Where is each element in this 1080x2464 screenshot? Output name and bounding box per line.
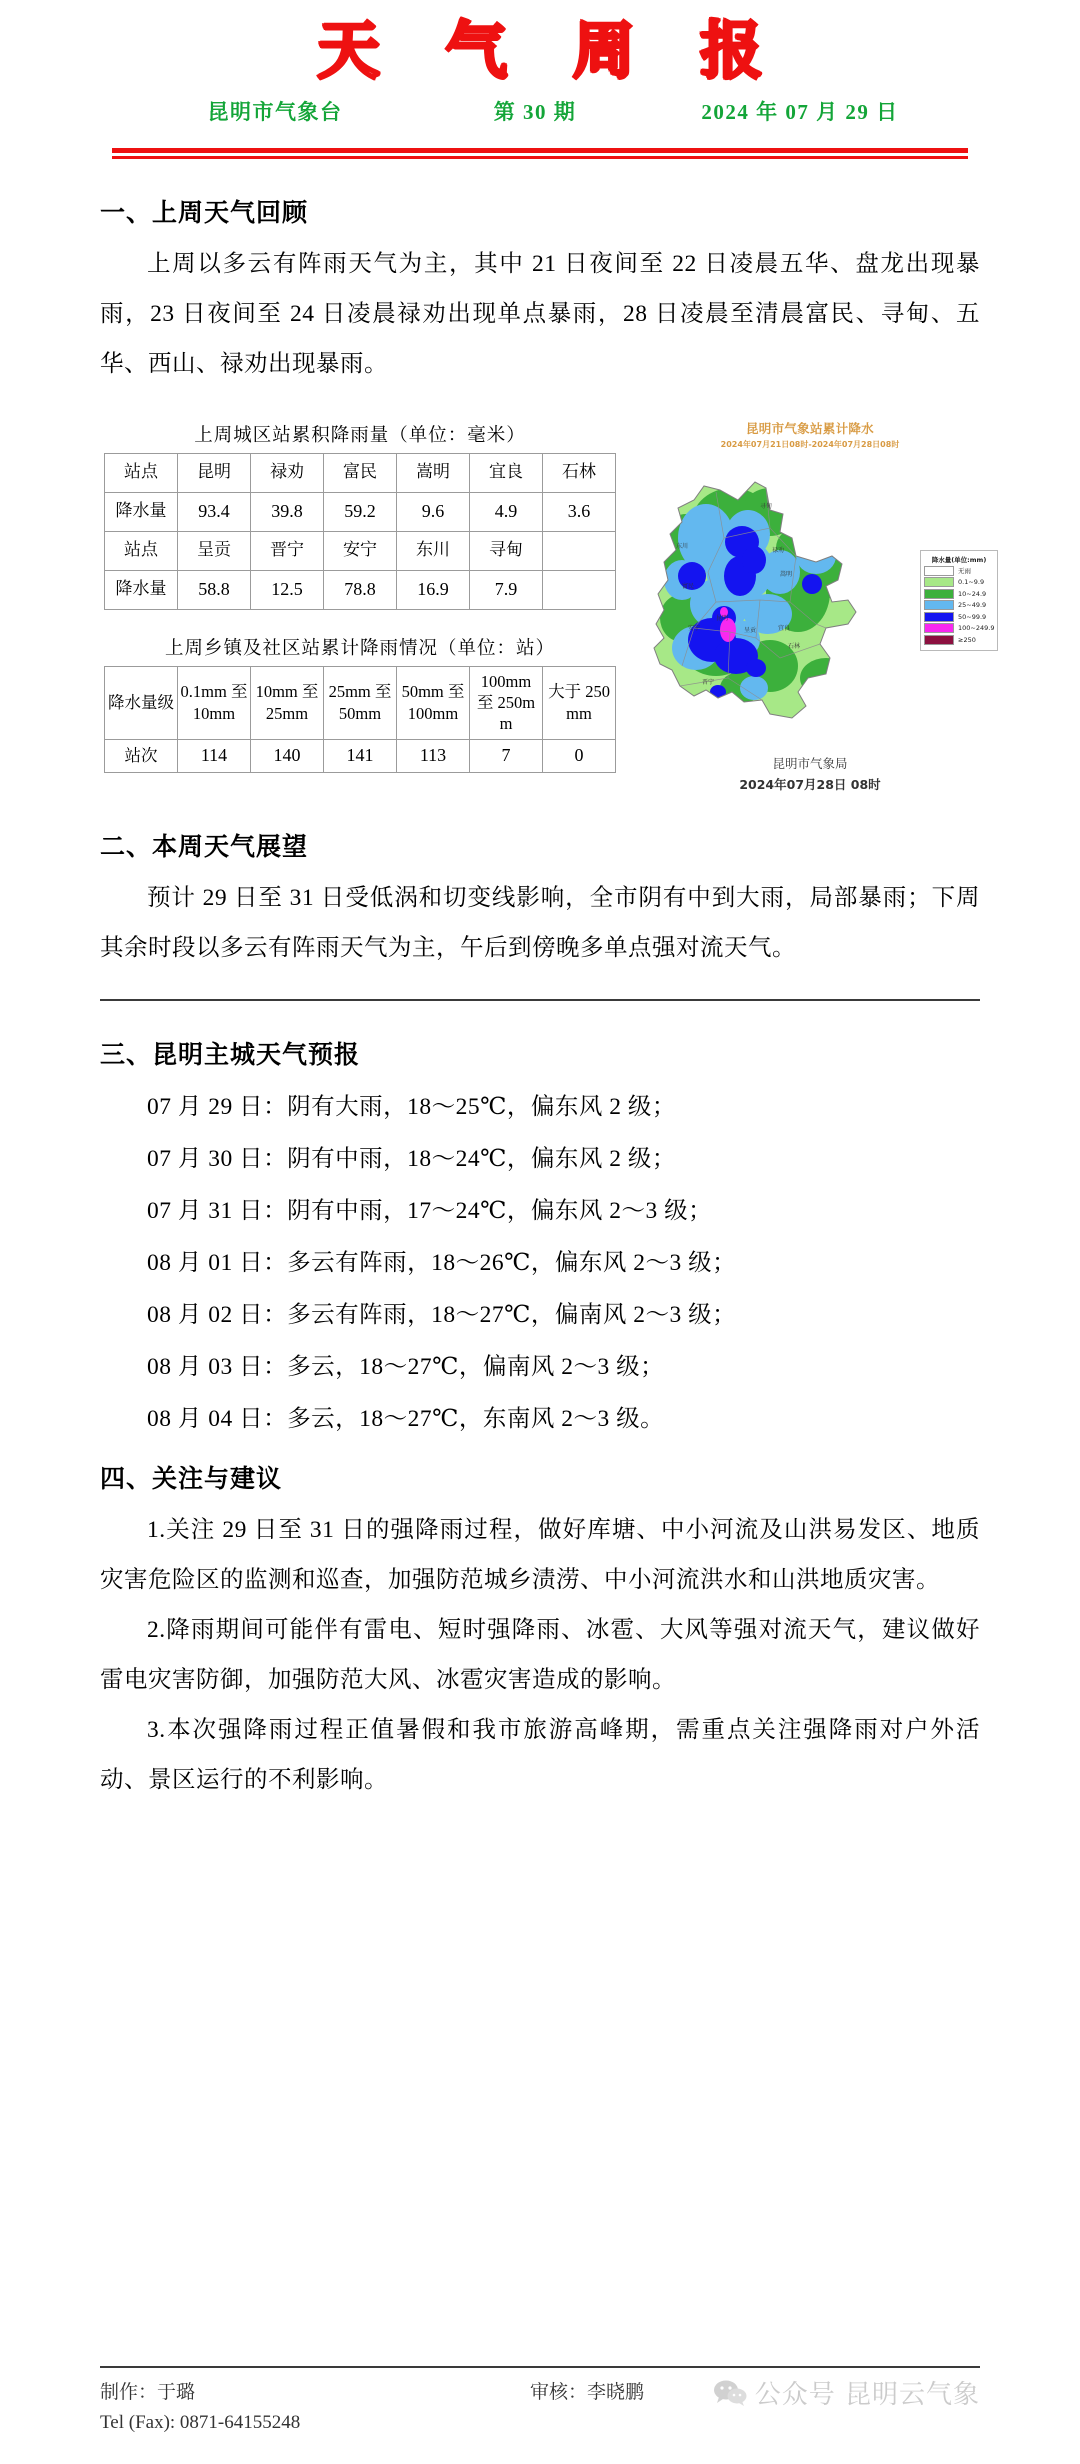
station-name: 嵩明 bbox=[397, 453, 470, 492]
footer-divider bbox=[100, 2366, 980, 2368]
wechat-icon bbox=[713, 2380, 747, 2406]
rainfall-map bbox=[620, 419, 1000, 793]
legend-label: 无雨 bbox=[958, 567, 971, 575]
rain-level-category: 0.1mm 至 10mm bbox=[178, 666, 251, 739]
legend-swatch bbox=[924, 635, 954, 645]
section-heading-review: 一、上周天气回顾 bbox=[100, 197, 309, 227]
map-label-fumin: 富民 bbox=[682, 582, 695, 590]
legend-label: 25~49.9 bbox=[958, 601, 987, 609]
section-body-review: 上周以多云有阵雨天气为主，其中 21 日夜间至 22 日凌晨五华、盘龙出现暴雨，23 日夜间至 24 日凌晨禄劝出现单点暴雨，28 日凌晨至清晨富民、寻甸、五华、西山、禄劝出现暴雨。 bbox=[100, 250, 980, 377]
rainfall-value: 78.8 bbox=[324, 570, 397, 609]
advice-item-2: 2.降雨期间可能伴有雷电、短时强降雨、冰雹、大风等强对流天气，建议做好雷电灾害防御，加强防范大风、冰雹灾害造成的影响。 bbox=[100, 1616, 980, 1693]
list-item: 07 月 30 日：阴有中雨，18～24℃，偏东风 2 级； bbox=[147, 1145, 676, 1172]
map-label-shilin: 石林 bbox=[788, 642, 801, 650]
table-row bbox=[105, 666, 616, 739]
table-row bbox=[105, 531, 616, 570]
advice-item-3: 3.本次强降雨过程正值暑假和我市旅游高峰期，需重点关注强降雨对户外活动、景区运行的不利影响。 bbox=[100, 1716, 980, 1793]
rain-level-category: 25mm 至 50mm bbox=[324, 666, 397, 739]
city-station-rainfall-table bbox=[104, 453, 616, 610]
page-title: 天 气 周 报 bbox=[317, 14, 785, 87]
station-count-value: 141 bbox=[324, 739, 397, 772]
station-count-value: 114 bbox=[178, 739, 251, 772]
footer-reviewer: 审核：李晓鹏 bbox=[530, 2382, 645, 2403]
legend-item bbox=[924, 589, 994, 599]
map-label-yiliang: 宜良 bbox=[778, 624, 791, 632]
rain-level-category: 10mm 至 25mm bbox=[251, 666, 324, 739]
station-name: 呈贡 bbox=[178, 531, 251, 570]
legend-label: ≥250 bbox=[958, 635, 976, 644]
map-label-chenggong: 呈贡 bbox=[744, 626, 757, 634]
wechat-watermark bbox=[713, 2374, 980, 2411]
legend-item bbox=[924, 612, 994, 622]
station-name: 富民 bbox=[324, 453, 397, 492]
section-body-outlook: 预计 29 日至 31 日受低涡和切变线影响，全市阴有中到大雨，局部暴雨；下周其余时段以多云有阵雨天气为主，午后到傍晚多单点强对流天气。 bbox=[100, 884, 980, 961]
rainfall-value: 16.9 bbox=[397, 570, 470, 609]
legend-item bbox=[924, 577, 994, 587]
legend-label: 10~24.9 bbox=[958, 589, 987, 598]
row-header-station: 站点 bbox=[105, 453, 178, 492]
station-name: 石林 bbox=[543, 453, 616, 492]
issue-date: 2024 年 07 月 29 日 bbox=[701, 99, 899, 124]
list-item: 08 月 02 日：多云有阵雨，18～27℃，偏南风 2～3 级； bbox=[147, 1301, 737, 1328]
map-canvas bbox=[620, 452, 1000, 752]
map-label-songming: 嵩明 bbox=[780, 570, 793, 578]
station-count-value: 140 bbox=[251, 739, 324, 772]
station-count-value: 113 bbox=[397, 739, 470, 772]
legend-item bbox=[924, 635, 994, 645]
township-rainfall-level-table bbox=[104, 666, 616, 773]
divider-line-thin bbox=[112, 156, 968, 159]
table-row bbox=[105, 453, 616, 492]
issue-number: 第 30 期 bbox=[493, 99, 577, 124]
row-header-rain-level: 降水量级 bbox=[105, 666, 178, 739]
station-name: 晋宁 bbox=[251, 531, 324, 570]
table-caption-city-rainfall: 上周城区站累积降雨量（单位：毫米） bbox=[194, 425, 526, 446]
map-title: 昆明市气象站累计降水 bbox=[745, 420, 874, 436]
station-name: 东川 bbox=[397, 531, 470, 570]
rainfall-value: 59.2 bbox=[324, 492, 397, 531]
rainfall-value: 58.8 bbox=[178, 570, 251, 609]
wechat-glyph bbox=[713, 2380, 747, 2406]
list-item: 08 月 03 日：多云，18～27℃，偏南风 2～3 级； bbox=[147, 1353, 665, 1380]
row-header-precipitation: 降水量 bbox=[105, 570, 178, 609]
rainfall-map-column bbox=[620, 415, 1000, 793]
section-divider bbox=[100, 999, 980, 1001]
map-label-luquan: 禄劝 bbox=[772, 546, 785, 554]
rain-level-category: 大于 250mm bbox=[543, 666, 616, 739]
watermark-text: 公众号 昆明云气象 bbox=[754, 2380, 980, 2410]
masthead-subline bbox=[0, 96, 1080, 126]
list-item: 07 月 29 日：阴有大雨，18～25℃，偏东风 2 级； bbox=[147, 1093, 676, 1120]
legend-item bbox=[924, 600, 994, 610]
masthead-divider bbox=[112, 148, 968, 159]
map-label-xundian: 寻甸 bbox=[760, 502, 773, 510]
legend-item bbox=[924, 623, 994, 633]
legend-swatch bbox=[924, 589, 954, 599]
station-name: 安宁 bbox=[324, 531, 397, 570]
legend-title: 降水量(单位:mm) bbox=[931, 555, 987, 564]
legend-swatch bbox=[924, 612, 954, 622]
row-header-station-count: 站次 bbox=[105, 739, 178, 772]
list-item: 08 月 04 日：多云，18～27℃，东南风 2～3 级。 bbox=[147, 1405, 665, 1432]
legend-swatch bbox=[924, 577, 954, 587]
legend-label: 0.1~9.9 bbox=[958, 578, 985, 586]
footer-contact bbox=[100, 2378, 300, 2438]
list-item: 07 月 31 日：阴有中雨，17～24℃，偏东风 2～3 级； bbox=[147, 1197, 713, 1224]
footer-producer: 制作：于璐 bbox=[100, 2382, 196, 2403]
rainfall-tables-column bbox=[100, 415, 620, 773]
map-subtitle: 2024年07月21日08时-2024年07月28日08时 bbox=[720, 439, 900, 449]
map-label-anning: 安宁 bbox=[688, 624, 701, 632]
rainfall-value: 12.5 bbox=[251, 570, 324, 609]
section-heading-advice: 四、关注与建议 bbox=[100, 1463, 283, 1493]
station-name: 禄劝 bbox=[251, 453, 324, 492]
list-item: 08 月 01 日：多云有阵雨，18～26℃，偏东风 2～3 级； bbox=[147, 1249, 737, 1276]
station-count-value: 7 bbox=[470, 739, 543, 772]
legend-swatch bbox=[924, 623, 954, 633]
rainfall-value: 7.9 bbox=[470, 570, 543, 609]
legend-swatch bbox=[924, 600, 954, 610]
map-label-jinning: 晋宁 bbox=[702, 678, 715, 686]
masthead bbox=[0, 0, 1080, 159]
legend-label: 50~99.9 bbox=[958, 612, 987, 621]
row-header-precipitation: 降水量 bbox=[105, 492, 178, 531]
map-footer-org: 昆明市气象局 bbox=[772, 755, 848, 771]
map-legend bbox=[920, 550, 998, 652]
station-count-value: 0 bbox=[543, 739, 616, 772]
section-heading-outlook: 二、本周天气展望 bbox=[100, 831, 309, 861]
station-name: 宜良 bbox=[470, 453, 543, 492]
table-row bbox=[105, 492, 616, 531]
rainfall-value: 9.6 bbox=[397, 492, 470, 531]
footer-telephone: Tel (Fax): 0871-64155248 bbox=[100, 2412, 301, 2433]
map-footer-time: 2024年07月28日 08时 bbox=[739, 776, 881, 792]
legend-label: 100~249.9 bbox=[958, 624, 995, 632]
map-label-dongchuan: 东川 bbox=[676, 542, 689, 550]
rain-level-category: 100mm 至 250mm bbox=[470, 666, 543, 739]
rain-level-category: 50mm 至 100mm bbox=[397, 666, 470, 739]
footer-columns bbox=[100, 2378, 980, 2438]
document-footer bbox=[100, 2366, 980, 2438]
row-header-station: 站点 bbox=[105, 531, 178, 570]
station-name: 寻甸 bbox=[470, 531, 543, 570]
rainfall-value-empty bbox=[543, 570, 616, 609]
station-name: 昆明 bbox=[178, 453, 251, 492]
rainfall-value: 39.8 bbox=[251, 492, 324, 531]
rainfall-data-row bbox=[100, 415, 995, 793]
document-content bbox=[0, 193, 1080, 1805]
table-caption-township-rainfall: 上周乡镇及社区站累计降雨情况（单位：站） bbox=[164, 638, 555, 659]
issuing-office: 昆明市气象台 bbox=[207, 99, 343, 124]
legend-item bbox=[924, 566, 994, 576]
section-heading-city-forecast: 三、昆明主城天气预报 bbox=[100, 1039, 361, 1069]
rainfall-value: 3.6 bbox=[543, 492, 616, 531]
advice-item-1: 1.关注 29 日至 31 日的强降雨过程，做好库塘、中小河流及山洪易发区、地质灾害危险区的监测和巡查，加强防范城乡渍涝、中小河流洪水和山洪地质灾害。 bbox=[100, 1516, 980, 1593]
table-row bbox=[105, 739, 616, 772]
map-label-kunming: 昆明 bbox=[716, 614, 729, 622]
table-row bbox=[105, 570, 616, 609]
legend-swatch bbox=[924, 566, 954, 576]
station-name-empty bbox=[543, 531, 616, 570]
rainfall-value: 93.4 bbox=[178, 492, 251, 531]
rainfall-value: 4.9 bbox=[470, 492, 543, 531]
city-forecast-list bbox=[100, 1081, 980, 1445]
